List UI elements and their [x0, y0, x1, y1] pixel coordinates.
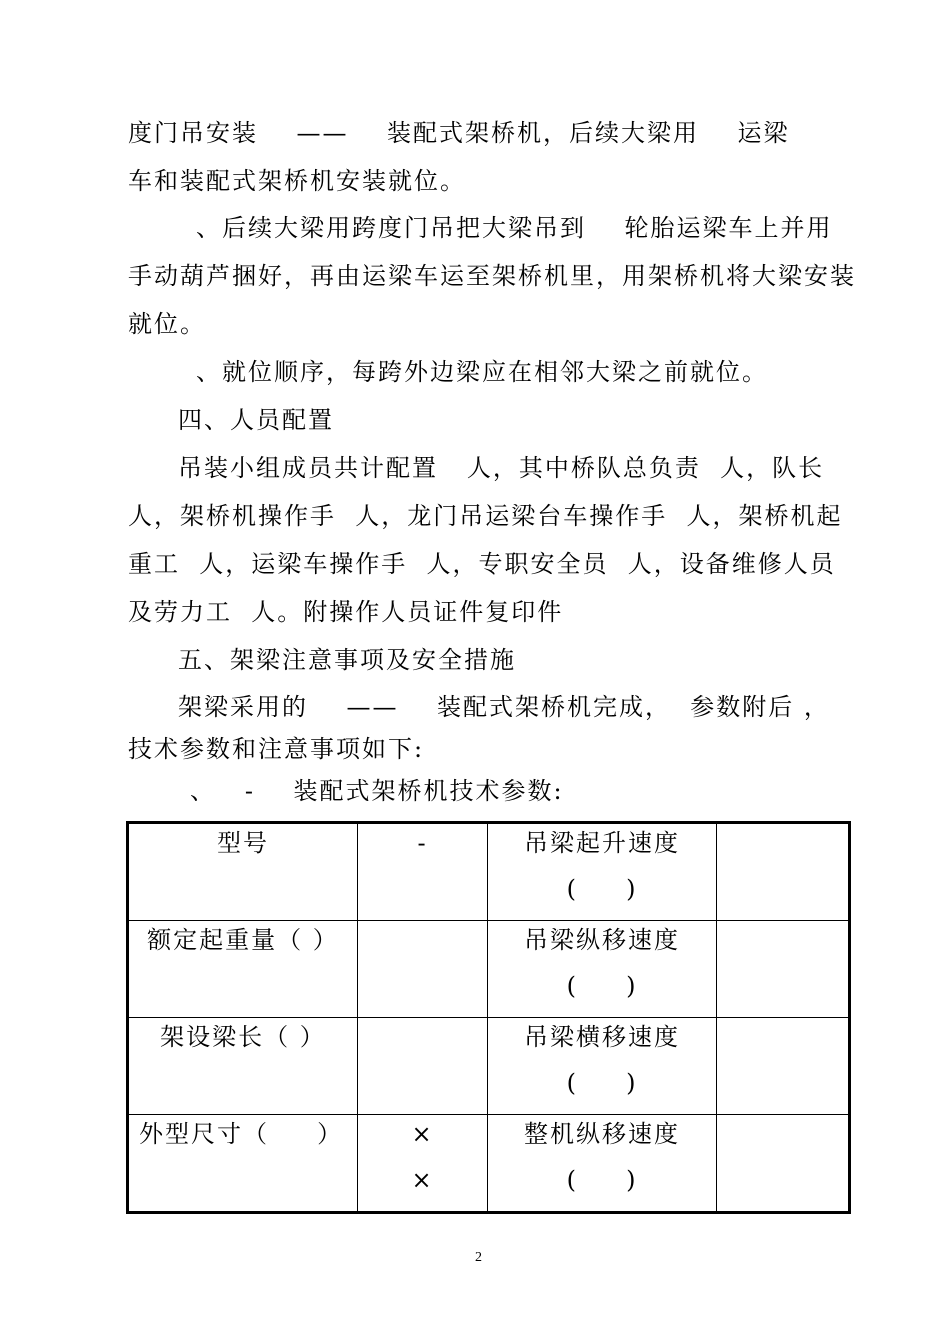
table-cell: 额定起重量（ ） — [128, 921, 358, 1018]
table-cell — [717, 1115, 850, 1213]
paragraph-line: 就位。 — [128, 310, 206, 338]
table-cell: 整机纵移速度 ( ) — [488, 1115, 717, 1213]
table-cell — [358, 1018, 488, 1115]
page-number: 2 — [475, 1250, 482, 1265]
table-row — [128, 1115, 850, 1213]
table-cell — [358, 921, 488, 1018]
table-row — [128, 1018, 850, 1115]
paragraph-line: 重工 人，运梁车操作手 人，专职安全员 人，设备维修人员 — [128, 550, 836, 578]
table-row — [128, 823, 850, 921]
paragraph-line: 手动葫芦捆好，再由运梁车运至架桥机里，用架桥机将大梁安装 — [128, 262, 856, 290]
table-row — [128, 921, 850, 1018]
paragraph-line: 及劳力工 人。附操作人员证件复印件 — [128, 598, 564, 626]
table-cell: 吊梁起升速度 ( ) — [488, 823, 717, 921]
table-cell: × × — [358, 1115, 488, 1213]
table-cell: 吊梁纵移速度 ( ) — [488, 921, 717, 1018]
table-cell: 架设梁长（ ） — [128, 1018, 358, 1115]
paragraph-line: 度门吊安装 —— 装配式架桥机，后续大梁用 运梁 — [128, 119, 790, 147]
paragraph-line: 车和装配式架桥机安装就位。 — [128, 167, 466, 195]
paragraph-line: 人，架桥机操作手 人，龙门吊运梁台车操作手 人，架桥机起 — [128, 502, 843, 530]
paragraph-line: 技术参数和注意事项如下: — [128, 735, 425, 763]
table-cell — [717, 823, 850, 921]
paragraph-line: 架梁采用的 —— 装配式架桥机完成， 参数附后 ， — [178, 693, 830, 721]
table-cell — [717, 1018, 850, 1115]
table-cell: 吊梁横移速度 ( ) — [488, 1018, 717, 1115]
table-cell: - — [358, 823, 488, 921]
paragraph-line: 、后续大梁用跨度门吊把大梁吊到 轮胎运梁车上并用 — [196, 214, 833, 242]
paragraph-line: 、就位顺序，每跨外边梁应在相邻大梁之前就位。 — [196, 358, 768, 386]
table-caption: 、 - 装配式架桥机技术参数: — [190, 777, 564, 805]
table-cell: 外型尺寸（ ） — [128, 1115, 358, 1213]
section-heading: 四、人员配置 — [178, 406, 334, 434]
spec-table — [126, 821, 851, 1214]
table-cell — [717, 921, 850, 1018]
table-cell: 型号 — [128, 823, 358, 921]
paragraph-line: 吊装小组成员共计配置 人，其中桥队总负责 人，队长 — [178, 454, 825, 482]
section-heading: 五、架梁注意事项及安全措施 — [178, 646, 516, 674]
